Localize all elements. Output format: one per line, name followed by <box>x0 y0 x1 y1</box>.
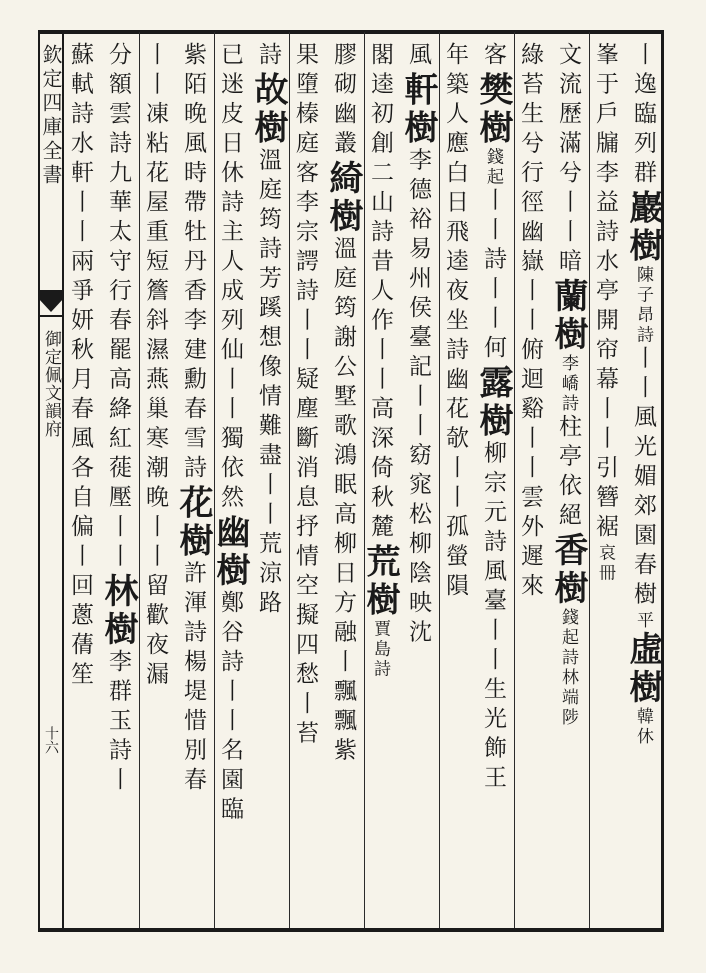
citation-note: 李嶠詩 <box>558 354 578 414</box>
quote-text: 丨苔 <box>292 691 318 750</box>
quote-text: 丨回蔥蒨笙 <box>67 543 93 691</box>
citation-note: 陳子昂詩 <box>633 265 653 346</box>
book-title: 欽定四庫全書 <box>39 44 63 188</box>
quote-text: 客 <box>480 42 506 72</box>
quote-text: 已迷皮日休詩主人成列仙丨丨獨依然 <box>217 42 243 514</box>
quote-text: 蘇軾詩水軒丨丨兩爭妍秋月春風各自偏 <box>67 42 93 544</box>
quote-text: 年築人應白日飛 <box>442 42 468 249</box>
text-column <box>473 42 515 922</box>
text-column <box>210 42 252 922</box>
quote-text: 分額雲詩九華太守行春罷高絳紅蓰壓丨丨 <box>105 42 131 573</box>
quote-text: 詩 <box>255 42 281 72</box>
text-column <box>173 42 215 922</box>
quote-text: 潮晚丨丨留歡夜漏 <box>142 455 168 691</box>
text-column <box>398 42 440 922</box>
citation-note: 哀冊 <box>595 543 615 584</box>
quote-text: 丨丨詩丨丨 <box>480 187 506 335</box>
text-column <box>139 42 177 922</box>
text-column <box>548 42 590 922</box>
text-column <box>514 42 552 922</box>
quote-text: 閣 <box>367 42 393 72</box>
quote-text: 何 <box>480 335 506 365</box>
citation-note: 賈島詩 <box>370 619 390 680</box>
quote-text: 風 <box>405 42 431 72</box>
text-column <box>64 42 102 922</box>
text-column <box>98 42 140 922</box>
quote-text: 溫庭筠謝公墅歌鴻眠高柳日方融丨飄飄紫 <box>330 236 356 767</box>
text-column <box>439 42 477 922</box>
text-column <box>248 42 290 922</box>
citation-note: 平 <box>633 611 653 631</box>
quote-text: 柳宗元詩風臺丨丨生光飾王 <box>480 440 506 795</box>
text-column <box>623 42 665 922</box>
entry-headword: 巖樹 <box>623 189 663 266</box>
text-column <box>323 42 365 922</box>
entry-headword: 荒樹 <box>360 543 400 620</box>
text-column <box>289 42 327 922</box>
quote-text: 紫陌晚風時帶牡丹香李建勳春雪詩 <box>180 42 206 485</box>
entry-headword: 蘭樹 <box>548 278 588 354</box>
quote-text: 庭客李宗諤詩丨丨疑塵斷消息抒情空擬四愁 <box>292 130 318 691</box>
section-title: 御定佩文韻府 <box>41 330 61 438</box>
entry-headword: 虛樹 <box>623 631 663 707</box>
quote-text: 丨丨雲外遲來 <box>517 425 543 603</box>
entry-headword: 綺樹 <box>323 160 363 236</box>
quote-text: 果墮榛 <box>292 42 318 131</box>
entry-headword: 香樹 <box>548 532 588 608</box>
quote-text: 逵初創二山詩昔人作丨丨高深倚秋麓 <box>367 71 393 544</box>
entry-headword: 花樹 <box>173 484 213 561</box>
entry-headword: 林樹 <box>98 573 138 649</box>
text-column <box>589 42 627 922</box>
quote-text: 丨丨凍粘花屋重短簷斜濕燕巢寒 <box>142 42 168 455</box>
quote-text: 綠苔生兮行徑幽 <box>517 42 543 249</box>
page-number: 十六 <box>43 726 59 754</box>
entry-headword: 幽樹 <box>210 514 250 590</box>
entry-headword: 露樹 <box>473 364 513 441</box>
quote-text: 李德裕易州侯臺記丨丨窈窕松柳陰映沈 <box>405 147 431 649</box>
quote-text: 嶽丨丨俯迴谿 <box>517 248 543 426</box>
quote-text: 逵夜坐詩幽花欹丨丨孤螢隕 <box>442 248 468 603</box>
quote-text: 鄭谷詩丨丨名園臨 <box>217 590 243 826</box>
quote-text: 許渾詩楊堤惜別春 <box>180 560 206 797</box>
quote-text: 李群玉詩丨 <box>105 649 131 797</box>
citation-note: 韓休 <box>633 707 653 747</box>
quote-text: 膠砌幽叢 <box>330 42 356 160</box>
quote-text: 溫庭筠詩芳蹊想像情難盡丨丨荒涼路 <box>255 147 281 620</box>
entry-headword: 軒樹 <box>398 71 438 148</box>
quote-text: 文流歷滿兮丨丨暗 <box>555 42 581 278</box>
quote-text: 峯于戶牖 <box>592 42 618 160</box>
quote-text: 李益詩水亭開帘幕丨丨引簪裾 <box>592 160 618 544</box>
text-column <box>360 42 402 922</box>
citation-note: 錢起 <box>483 147 503 188</box>
entry-headword: 樊樹 <box>473 71 513 148</box>
citation-note: 錢起詩林端陟 <box>558 608 578 728</box>
quote-text: 丨丨風光媚郊園春樹 <box>630 345 656 611</box>
quote-text: 丨逸臨列群 <box>630 42 656 190</box>
quote-text: 柱亭依絕 <box>555 414 581 532</box>
entry-headword: 故樹 <box>248 71 288 148</box>
